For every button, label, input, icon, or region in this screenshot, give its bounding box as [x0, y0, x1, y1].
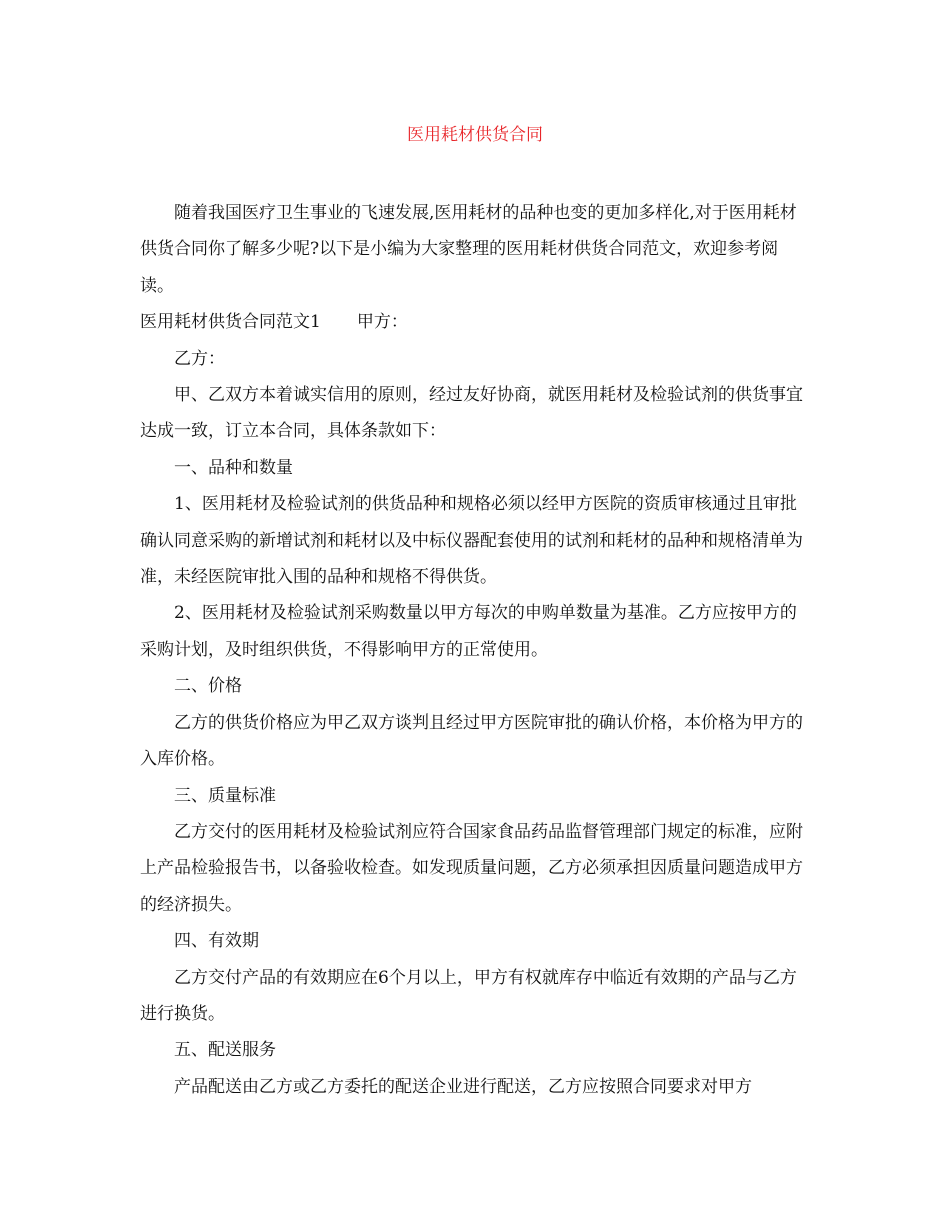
- party-b-label: 乙方：: [174, 348, 225, 369]
- sample-heading-line: [140, 304, 812, 340]
- section-heading-price: 二、价格: [174, 676, 242, 697]
- sample-heading: 医用耗材供货合同范文1: [140, 312, 321, 333]
- document-title: 医用耗材供货合同: [407, 125, 543, 145]
- section2-paragraph-1: 乙方的供货价格应为甲乙双方谈判且经过甲方医院审批的确认价格，本价格为甲方的入库价格。: [140, 712, 803, 770]
- section-heading-quality: 三、质量标准: [174, 785, 276, 806]
- section4-paragraph-1: 乙方交付产品的有效期应在6个月以上，甲方有权就库存中临近有效期的产品与乙方进行换货。: [140, 967, 797, 1024]
- intro-paragraph: 随着我国医疗卫生事业的飞速发展,医用耗材的品种也变的更加多样化,对于医用耗材供货合同你了解多少呢?以下是小编为大家整理的医用耗材供货合同范文，欢迎参考阅读。: [140, 203, 797, 296]
- section-heading-varieties: 一、品种和数量: [174, 457, 293, 478]
- party-a-label: 甲方：: [356, 312, 408, 333]
- section5-paragraph-1: 产品配送由乙方或乙方委托的配送企业进行配送，乙方应按照合同要求对甲方: [174, 1076, 752, 1097]
- section3-paragraph-1: 乙方交付的医用耗材及检验试剂应符合国家食品药品监督管理部门规定的标准，应附上产品检验报告书，以备验收检查。如发现质量问题，乙方必须承担因质量问题造成甲方的经济损失。: [140, 821, 803, 915]
- document-body: [140, 195, 812, 1105]
- section1-paragraph-2: 2、医用耗材及检验试剂采购数量以甲方每次的申购单数量为基准。乙方应按甲方的采购计划，及时组织供货，不得影响甲方的正常使用。: [140, 603, 797, 660]
- section-heading-validity: 四、有效期: [174, 931, 259, 952]
- section-heading-delivery: 五、配送服务: [174, 1040, 276, 1061]
- section1-paragraph-1: 1、医用耗材及检验试剂的供货品种和规格必须以经甲方医院的资质审核通过且审批确认同意采购的新增试剂和耗材以及中标仪器配套使用的试剂和耗材的品种和规格清单为准，未经医院审批入围的品种和规格不得供货。: [140, 494, 803, 588]
- preamble-paragraph: 甲、乙双方本着诚实信用的原则，经过友好协商，就医用耗材及检验试剂的供货事宜达成一致，订立本合同，具体条款如下：: [140, 385, 803, 442]
